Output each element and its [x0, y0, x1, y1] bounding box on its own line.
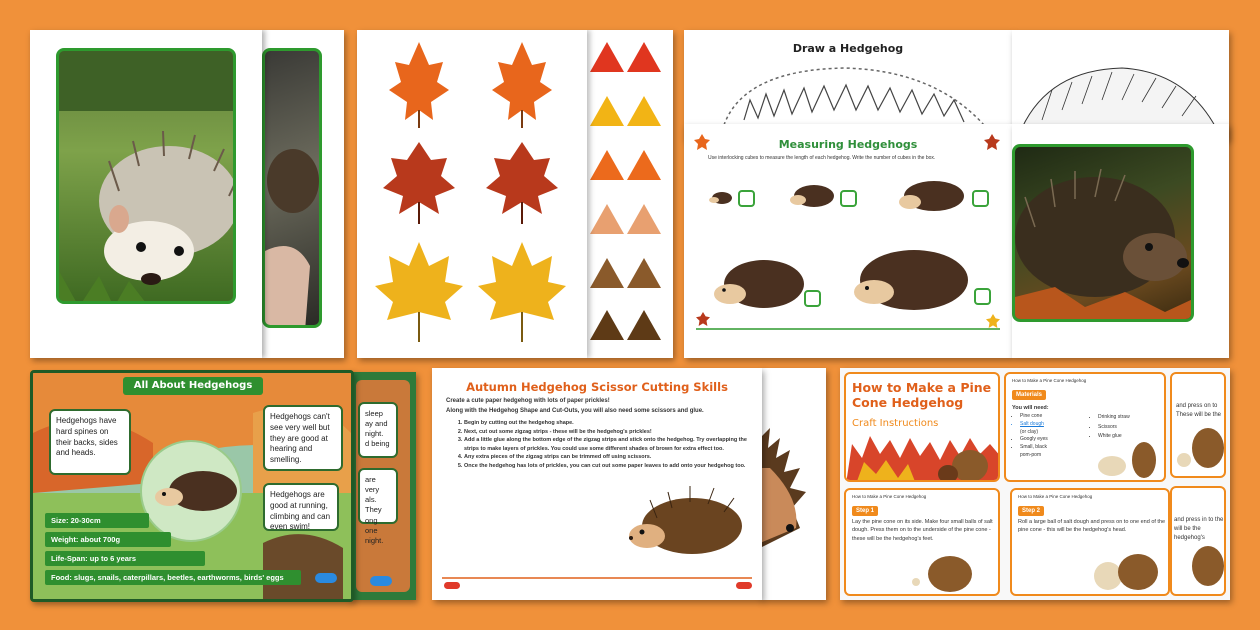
back-bubble-bottom	[358, 468, 398, 545]
back-text-8: one night.	[365, 525, 384, 545]
step1-text: Lay the pine cone on its side. Make four small balls of salt dough. Press them on to the underside of the pine cone - these will be the hedgehog's feet.	[852, 519, 993, 542]
autumn-leaves-image	[357, 30, 587, 358]
scissor-step-1: 1. Begin by cutting out the hedgehog shape.	[464, 419, 754, 428]
leaf-corner-icon-bottom-left	[696, 312, 710, 326]
back-text-3: night.	[365, 429, 384, 439]
leaf-page	[357, 30, 587, 358]
back-text-7: ong	[365, 515, 378, 525]
triangle-red-1	[590, 42, 624, 72]
hedgehog-large	[714, 260, 804, 308]
fact-lifespan: Life-Span: up to 6 years	[45, 551, 205, 566]
hedgehog-photo-back	[262, 48, 322, 328]
material-small-black: • Small, black	[1020, 444, 1048, 452]
measuring-hedgehogs-card	[684, 124, 1012, 358]
materials-label: Materials	[1012, 390, 1046, 400]
scissor-hedgehog-back-card	[760, 368, 826, 600]
triangle-dark-1	[590, 310, 624, 340]
measuring-title: Measuring Hedgehogs	[778, 138, 918, 151]
hedgehog-autumn-photo-card	[1012, 124, 1229, 358]
pine-cone-back-bottom-image	[1172, 488, 1226, 596]
hedgehog-xlarge	[854, 250, 968, 310]
pine-step2-card	[1010, 488, 1170, 596]
back-text-6: als. They	[365, 495, 382, 515]
fact-weight: Weight: about 700g	[45, 532, 171, 547]
twinkl-logo-scissor-right	[736, 582, 752, 589]
answer-box-4[interactable]	[804, 290, 821, 307]
answer-box-5[interactable]	[974, 288, 991, 305]
hedgehog-autumn-photo	[1012, 144, 1194, 322]
fact-size: Size: 20-30cm	[45, 513, 149, 528]
material-clay: (or clay)	[1020, 428, 1039, 435]
leaf-cutouts-card	[357, 30, 673, 358]
pine-step1-header: How to Make a Pine Cone Hedgehog	[852, 494, 927, 499]
pine-cone-craft-board	[840, 368, 1230, 600]
material-scissors: • Scissors	[1098, 423, 1130, 433]
leaf-orange-2	[492, 42, 552, 128]
pine-cone-subtitle: Craft Instructions	[852, 418, 939, 429]
pine-back-bottom-text-1: and press in to the	[1174, 517, 1224, 523]
back-text-4: d being	[365, 439, 390, 449]
photo-card-front	[30, 30, 262, 358]
pine-cone-back-top-image	[1172, 374, 1226, 478]
triangle-dark-2	[627, 310, 661, 340]
pine-step2-header: How to Make a Pine Cone Hedgehog	[1018, 494, 1093, 499]
pine-back-top-text-2: These will be the	[1176, 412, 1222, 418]
leaf-orange-1	[389, 42, 449, 128]
triangle-cutouts-page	[587, 30, 673, 358]
bubble-senses: Hedgehogs can't see very well but they are good at hearing and smelling.	[263, 405, 343, 471]
back-bubble-top	[358, 402, 398, 458]
triangle-tan-1	[590, 204, 624, 234]
pine-title-card	[844, 372, 1000, 482]
pine-cone-title: How to Make a Pine Cone Hedgehog	[852, 380, 992, 410]
pine-back-bottom-text-2: will be the hedgehog's	[1174, 526, 1205, 541]
pine-step-back-top	[1170, 372, 1226, 478]
material-pine-cone: • Pine cone	[1020, 413, 1048, 421]
bubble-hard-spines: Hedgehogs have hard spines on their backs, sides and heads.	[49, 409, 131, 475]
back-text-2: ay and	[365, 419, 388, 429]
hedgehog-grass-image	[59, 51, 236, 304]
scissor-intro-2: Along with the Hedgehog Shape and Cut-Outs, you will also need some scissors and glue.	[446, 408, 704, 414]
step1-image	[846, 490, 1000, 596]
triangle-orange-2	[627, 150, 661, 180]
measuring-hedgehog-images	[684, 124, 1012, 358]
back-text-1: sleep	[365, 409, 383, 418]
scissor-hedgehog-image	[432, 368, 762, 600]
twinkl-logo-back	[370, 576, 392, 586]
all-about-back-card	[350, 372, 416, 600]
all-about-title: All About Hedgehogs	[133, 380, 253, 391]
answer-box-1[interactable]	[738, 190, 755, 207]
step2-image	[1012, 490, 1170, 596]
back-text-5: are very	[365, 475, 380, 495]
scissor-step-4: 4. Any extra pieces of the zigzag strips can be trimmed off using scissors.	[464, 453, 754, 462]
scissor-intro-1: Create a cute paper hedgehog with lots of paper prickles!	[446, 398, 610, 404]
leaf-yellow-2	[478, 242, 566, 342]
pine-step-back-bottom	[1170, 486, 1226, 596]
hedgehog-in-hand-image	[265, 51, 322, 328]
triangle-orange-1	[590, 150, 624, 180]
scissor-step-5: 5. Once the hedgehog has lots of prickles, you can cut out some paper leaves to add onto your hedgehog too.	[464, 462, 754, 471]
scissor-title: Autumn Hedgehog Scissor Cutting Skills	[466, 380, 728, 394]
measuring-instructions: Use interlocking cubes to measure the length of each hedgehog. Write the number of cubes in the box.	[708, 155, 936, 161]
step2-text: Roll a large ball of salt dough and press on to one end of the pine cone - this will be the hedgehog's head.	[1018, 519, 1166, 534]
scissor-step-2: 2. Next, cut out some zigzag strips - these will be the hedgehog's prickles!	[464, 428, 754, 437]
hedgehog-tiny	[709, 192, 732, 204]
answer-box-2[interactable]	[840, 190, 857, 207]
all-about-title-banner	[123, 377, 263, 395]
twinkl-logo-scissor	[444, 582, 460, 589]
pine-materials-header: How to Make a Pine Cone Hedgehog	[1012, 378, 1087, 383]
draw-hedgehog-title: Draw a Hedgehog	[792, 42, 904, 55]
hedgehog-leaves-image	[1015, 147, 1194, 322]
answer-box-3[interactable]	[972, 190, 989, 207]
triangle-red-2	[627, 42, 661, 72]
leaf-yellow-1	[375, 242, 463, 342]
pine-cone-leaves-image	[846, 374, 1000, 482]
bubble-abilities: Hedgehogs are good at running, climbing and can even swim!	[263, 483, 339, 531]
materials-image	[1006, 374, 1166, 482]
all-about-back-panel	[356, 380, 410, 592]
hedgehog-shape-cutout	[760, 368, 826, 600]
material-salt-dough[interactable]: • Salt dough	[1020, 421, 1048, 429]
hedgehog-photo-front	[56, 48, 236, 304]
material-drinking-straw: • Drinking straw	[1098, 413, 1130, 423]
all-about-hedgehogs-card	[30, 370, 354, 602]
step2-label: Step 2	[1018, 506, 1044, 516]
scissor-step-3: 3. Add a little glue along the bottom edge of the zigzag strips and stick onto the hedgehog. Try overlapping the strips to make layers of prickles. You could use some different shades of brown for extra effect too.	[464, 436, 754, 453]
triangle-brown-1	[590, 258, 624, 288]
pine-materials-card	[1004, 372, 1166, 482]
triangle-yellow-2	[627, 96, 661, 126]
fact-food: Food: slugs, snails, caterpillars, beetles, earthworms, birds' eggs	[45, 570, 301, 585]
pine-back-top-text-1: and press on to	[1176, 403, 1218, 409]
triangle-yellow-1	[590, 96, 624, 126]
leaf-red-2	[486, 142, 558, 224]
pine-step1-card	[844, 488, 1000, 596]
material-pom-pom: pom-pom	[1020, 451, 1042, 458]
triangle-tan-2	[627, 204, 661, 234]
hedgehog-small	[790, 185, 834, 207]
you-will-need: You will need:	[1012, 405, 1049, 411]
scissor-skills-card	[432, 368, 762, 600]
step1-label: Step 1	[852, 506, 878, 516]
photo-card-stack	[30, 30, 344, 358]
hedgehog-medium	[899, 181, 964, 211]
leaf-red-1	[383, 142, 455, 224]
triangle-brown-2	[627, 258, 661, 288]
leaf-corner-icon-bottom-right	[986, 314, 1000, 328]
twinkl-logo-front	[315, 573, 337, 583]
material-googly-eyes: • Googly eyes	[1020, 436, 1048, 444]
material-white-glue: • White glue	[1098, 432, 1130, 442]
